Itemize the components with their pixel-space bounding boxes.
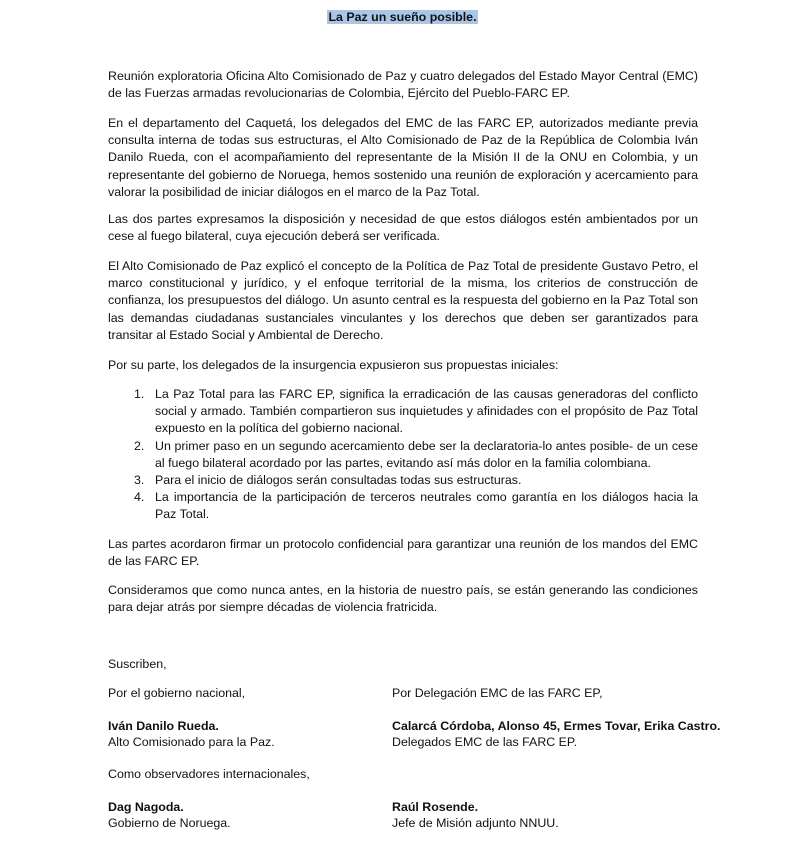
un-observer-name: Raúl Rosende. [392,800,479,814]
list-item [108,386,698,438]
government-signer-name: Iván Danilo Rueda. [108,719,219,733]
emc-delegation-header: Por Delegación EMC de las FARC EP, [392,686,603,700]
list-item-number: 4. [134,490,145,505]
ceasefire-paragraph: Las dos partes expresamos la disposición y necesidad de que estos diálogos estén ambientados por un cese al fuego bilateral, cuya ejecución deberá ser verificada. [108,212,698,244]
list-item-text: La Paz Total para las FARC EP, significa la erradicación de las causas generadoras del conflicto social y armado. También compartieron sus inquietudes y afinidades con el propósito de Paz Total expuesto en la política del gobierno nacional. [155,387,698,436]
list-item-text: Para el inicio de diálogos serán consultadas todas sus estructuras. [155,473,522,488]
list-item [108,438,698,472]
list-item-number: 1. [134,387,145,401]
list-item-text: Un primer paso en un segundo acercamiento debe ser la declaratoria-lo antes posible- de un cese al fuego bilateral acordado por las partes, evitando así más dolor en la familia colombiana. [155,438,698,470]
government-header: Por el gobierno nacional, [108,686,246,700]
norway-observer-role: Gobierno de Noruega. [108,816,231,830]
emc-signers-names: Calarcá Córdoba, Alonso 45, Ermes Tovar, Erika Castro. [392,719,721,733]
policy-paragraph: El Alto Comisionado de Paz explicó el concepto de la Política de Paz Total de presidente Gustavo Petro, el marco constitucional y jurídico, y el enfoque territorial de la misma, los criterios de construcción de confianza, los presupuestos del diálogo. Un asunto central es la respuesta del gobierno en la Paz Total son las demandas ciudadanas sustanciales vinculantes y los derechos que deben ser garantizados para transitar al Estado Social y Ambiental de Derecho. [108,259,698,342]
protocol-paragraph: Las partes acordaron firmar un protocolo confidencial para garantizar una reunión de los mandos del EMC de las FARC EP. [108,537,698,569]
title-highlighted-text: La Paz un sueño posible. [328,10,477,24]
signatures-intro: Suscriben, [108,657,167,671]
conclusion-paragraph: Consideramos que como nunca antes, en la historia de nuestro país, se están generando las condiciones para dejar atrás por siempre décadas de violencia fratricida. [108,583,698,615]
list-item [108,472,698,489]
context-paragraph: En el departamento del Caquetá, los delegados del EMC de las FARC EP, autorizados mediante previa consulta interna de todas sus estructuras, el Alto Comisionado de Paz de la República de Colombia Iván Danilo Rueda, con el acompañamiento del representante de la Misión II de la ONU en Colombia, y un representante del gobierno de Noruega, hemos sostenido una reunión de exploración y acercamiento para valorar la posibilidad de iniciar diálogos en el marco de la Paz Total. [108,116,698,199]
emc-signers-role: Delegados EMC de las FARC EP. [392,735,578,749]
norway-observer-name: Dag Nagoda. [108,800,184,814]
proposals-intro-paragraph: Por su parte, los delegados de la insurgencia expusieron sus propuestas iniciales: [108,358,559,372]
un-observer-role: Jefe de Misión adjunto NNUU. [392,816,559,830]
list-item-number: 2. [134,438,145,453]
document-title [0,9,805,26]
proposals-list [108,386,698,524]
intro-paragraph: Reunión exploratoria Oficina Alto Comisionado de Paz y cuatro delegados del Estado Mayor Central (EMC) de las Fuerzas armadas revolucionarias de Colombia, Ejército del Pueblo-FARC EP. [108,69,698,101]
list-item-number: 3. [134,473,145,488]
government-signer-role: Alto Comisionado para la Paz. [108,735,275,749]
observers-header: Como observadores internacionales, [108,767,310,781]
list-item-text: La importancia de la participación de terceros neutrales como garantía en los diálogos hacia la Paz Total. [155,490,698,522]
list-item [108,489,698,523]
